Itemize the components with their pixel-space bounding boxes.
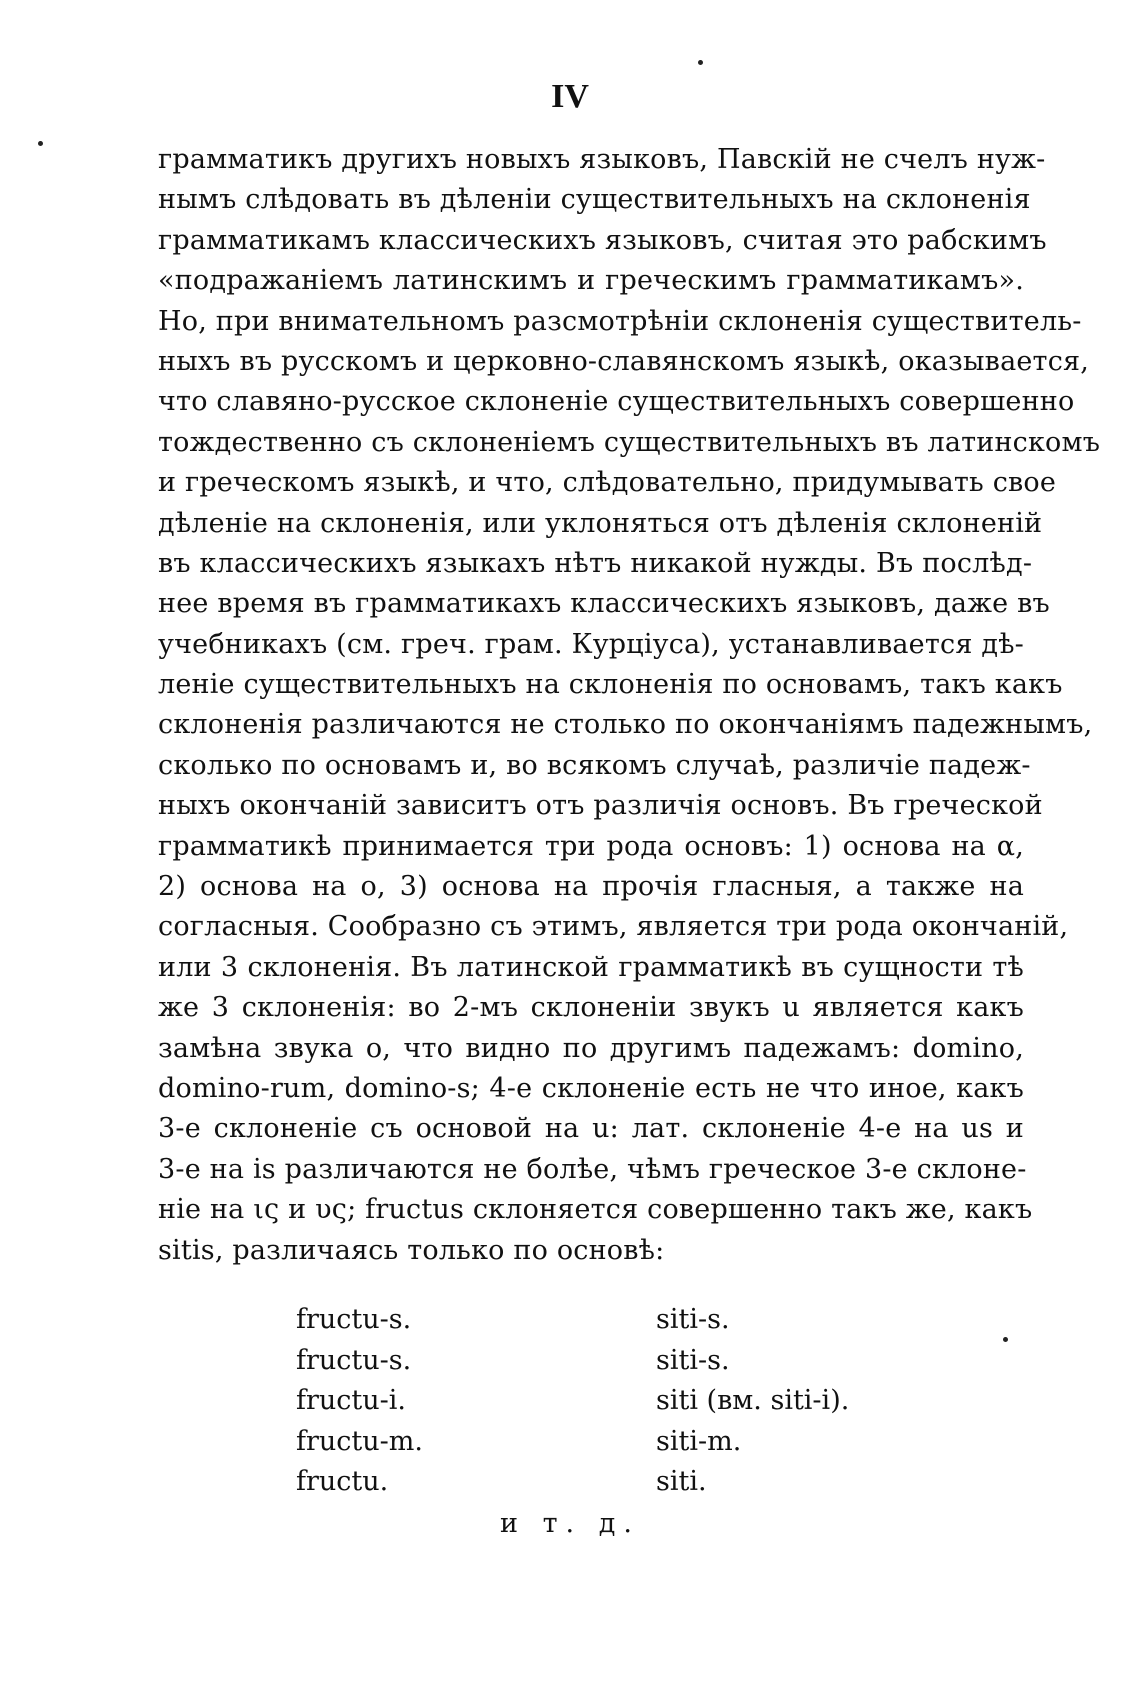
- sitis-form: siti-m.: [656, 1425, 742, 1457]
- print-speck: [1003, 1337, 1008, 1342]
- sitis-form: siti (вм. siti-i).: [656, 1385, 850, 1416]
- text-line: domino-rum, domino-s; 4-е склоненіе есть не что иное, какъ: [158, 1072, 1024, 1104]
- text-line: ныхъ окончаній зависитъ отъ различія основъ. Въ греческой: [158, 790, 1043, 822]
- text-line: грамматикѣ принимается три рода основъ: 1) основа на α,: [158, 830, 1024, 862]
- text-line: въ классическихъ языкахъ нѣтъ никакой нужды. Въ послѣд-: [158, 547, 1033, 579]
- text-line: нымъ слѣдовать въ дѣленіи существительныхъ на склоненія: [158, 184, 1031, 216]
- text-line: 3-е склоненіе съ основой на u: лат. склоненіе 4-е на us и: [158, 1113, 1024, 1145]
- text-line: sitis, различаясь только по основѣ:: [158, 1234, 665, 1266]
- text-line: сколько по основамъ и, во всякомъ случаѣ, различіе падеж-: [158, 749, 1031, 781]
- print-speck: [698, 60, 703, 65]
- text-line: ніе на ις и υς; fructus склоняется совершенно такъ же, какъ: [158, 1194, 1033, 1226]
- sitis-form: siti.: [656, 1466, 707, 1497]
- text-line: дѣленіе на склоненія, или уклоняться отъ дѣленія склоненій: [158, 507, 1043, 539]
- table-row: [296, 1341, 916, 1382]
- text-line: и греческомъ языкѣ, и что, слѣдовательно, придумывать свое: [158, 467, 1057, 499]
- text-line: «подражаніемъ латинскимъ и греческимъ грамматикамъ».: [158, 265, 1024, 297]
- body-text: [158, 140, 1101, 1271]
- declension-table: [296, 1300, 916, 1503]
- text-line: 3-е на is различаются не болѣе, чѣмъ греческое 3-е склоне-: [158, 1153, 1027, 1185]
- text-line: что славяно-русское склоненіе существительныхъ совершенно: [158, 386, 1075, 418]
- text-line: леніе существительныхъ на склоненія по основамъ, такъ какъ: [158, 669, 1063, 701]
- text-line: учебникахъ (см. греч. грам. Курціуса), устанавливается дѣ-: [158, 628, 1024, 660]
- text-line: согласныя. Сообразно съ этимъ, является три рода окончаній,: [158, 911, 1069, 943]
- text-line: ныхъ въ русскомъ и церковно-славянскомъ языкѣ, оказывается,: [158, 345, 1090, 377]
- sitis-form: siti-s.: [656, 1344, 730, 1376]
- text-line: же 3 склоненія: во 2-мъ склоненіи звукъ u является какъ: [158, 992, 1024, 1024]
- fructus-form: fructu-m.: [296, 1425, 423, 1457]
- text-line: Но, при внимательномъ разсмотрѣніи склоненія существитель-: [158, 305, 1082, 337]
- sitis-form: siti-s.: [656, 1304, 730, 1335]
- text-line: нее время въ грамматикахъ классическихъ языковъ, даже въ: [158, 588, 1050, 620]
- print-speck: [38, 141, 43, 146]
- fructus-form: fructu-s.: [296, 1304, 412, 1335]
- text-line: или 3 склоненія. Въ латинской грамматикѣ въ сущности тѣ: [158, 951, 1024, 983]
- text-line: 2) основа на ο, 3) основа на прочія гласныя, а также на: [158, 871, 1024, 903]
- fructus-form: fructu.: [296, 1466, 389, 1497]
- text-line: тождественно съ склоненіемъ существительныхъ въ латинскомъ: [158, 426, 1101, 458]
- closing-text: и т. д.: [500, 1508, 640, 1539]
- text-line: замѣна звука o, что видно по другимъ падежамъ: domino,: [158, 1032, 1024, 1064]
- fructus-form: fructu-i.: [296, 1385, 406, 1416]
- page-number: IV: [551, 78, 589, 115]
- text-line: грамматикъ другихъ новыхъ языковъ, Павскій не счелъ нуж-: [158, 144, 1046, 175]
- table-row: [296, 1300, 916, 1341]
- text-line: грамматикамъ классическихъ языковъ, считая это рабскимъ: [158, 224, 1047, 256]
- table-row: [296, 1422, 916, 1463]
- table-row: [296, 1381, 916, 1422]
- text-line: склоненія различаются не столько по окончаніямъ падежнымъ,: [158, 709, 1093, 741]
- table-row: [296, 1462, 916, 1503]
- fructus-form: fructu-s.: [296, 1344, 412, 1376]
